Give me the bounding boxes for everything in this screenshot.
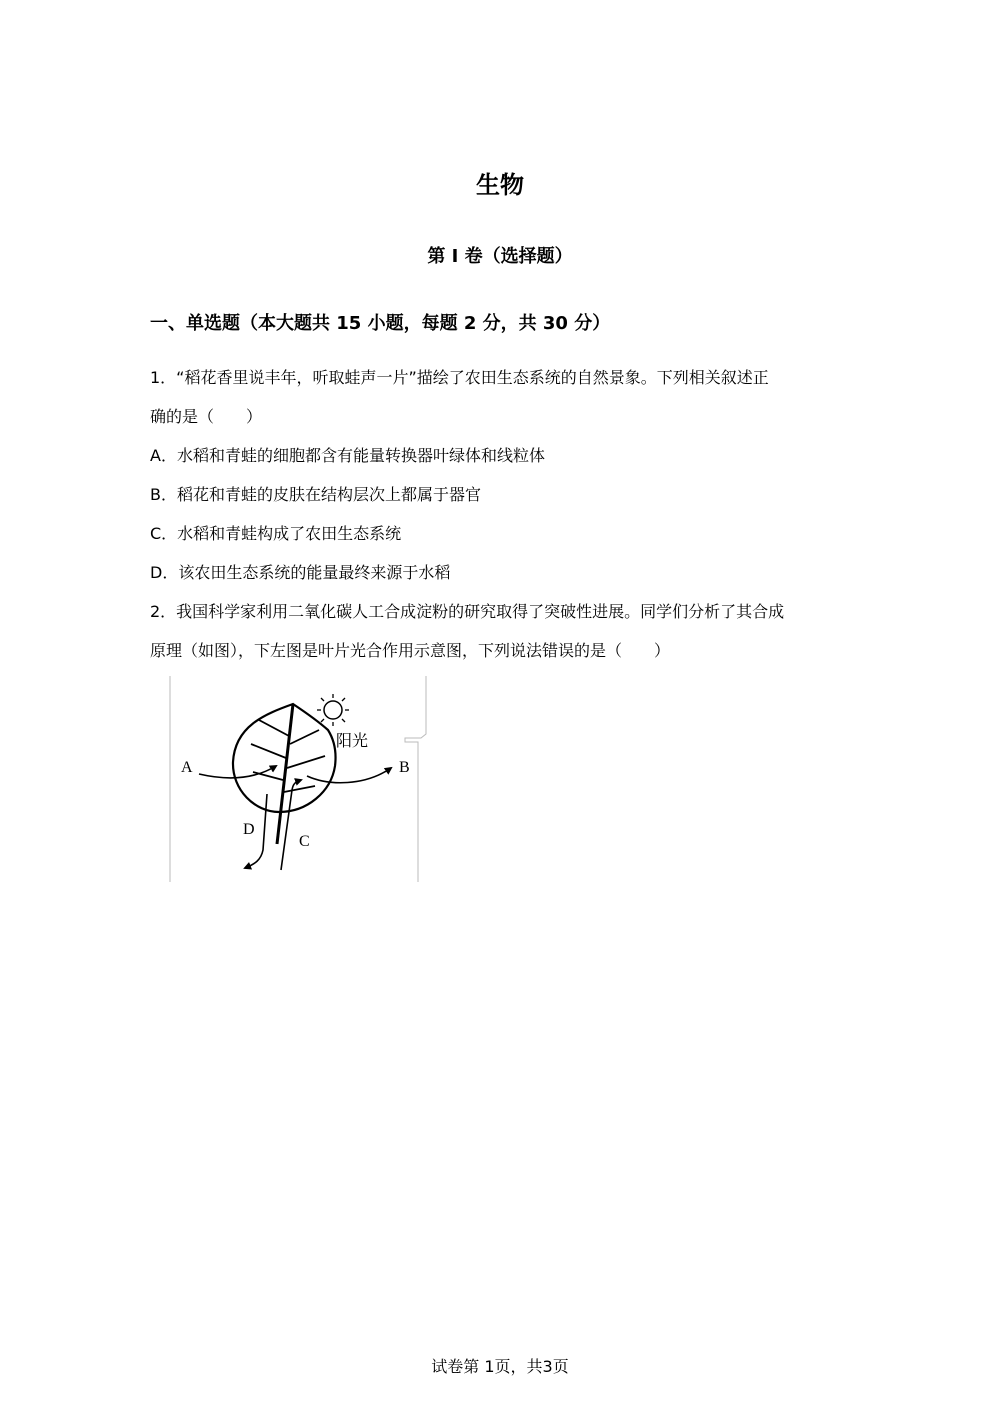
sun-icon	[317, 694, 349, 726]
question-1-option-a: A．水稻和青蛙的细胞都含有能量转换器叶绿体和线粒体	[150, 446, 545, 465]
question-1-option-c: C．水稻和青蛙构成了农田生态系统	[150, 524, 402, 543]
volume-subtitle: 第 I 卷（选择题）	[427, 246, 573, 267]
sunlight-label: 阳光	[336, 731, 369, 750]
leaf-vein	[284, 786, 315, 792]
section-heading: 一、单选题（本大题共 15 小题，每题 2 分，共 30 分）	[150, 313, 611, 334]
question-1-stem-line1: 1．“稻花香里说丰年，听取蛙声一片”描绘了农田生态系统的自然景象。下列相关叙述正	[150, 368, 769, 387]
label-a: A	[181, 759, 193, 776]
leaf-vein	[253, 772, 283, 780]
leaf-vein	[287, 756, 325, 768]
page-footer: 试卷第 1页，共3页	[431, 1357, 569, 1376]
leaf-midrib	[277, 704, 293, 844]
leaf-vein	[290, 730, 319, 744]
arrow-a-icon	[199, 766, 276, 778]
question-2-stem-line1: 2．我国科学家利用二氧化碳人工合成淀粉的研究取得了突破性进展。同学们分析了其合成	[150, 602, 785, 621]
question-1-stem-line2: 确的是（ ）	[150, 407, 263, 426]
leaf-vein	[251, 744, 286, 758]
leaf-photosynthesis-figure	[169, 674, 427, 884]
page-title: 生物	[476, 171, 524, 199]
label-d: D	[243, 821, 255, 838]
question-1-option-d: D．该农田生态系统的能量最终来源于水稻	[150, 563, 451, 582]
label-b: B	[399, 759, 410, 776]
question-1-option-b: B．稻花和青蛙的皮肤在结构层次上都属于器官	[150, 485, 481, 504]
arrow-b-icon	[307, 768, 391, 783]
figure-frame-right	[405, 676, 426, 882]
label-c: C	[299, 833, 310, 850]
leaf-vein	[259, 720, 289, 736]
question-2-stem-line2: 原理（如图），下左图是叶片光合作用示意图，下列说法错误的是（ ）	[150, 641, 671, 660]
